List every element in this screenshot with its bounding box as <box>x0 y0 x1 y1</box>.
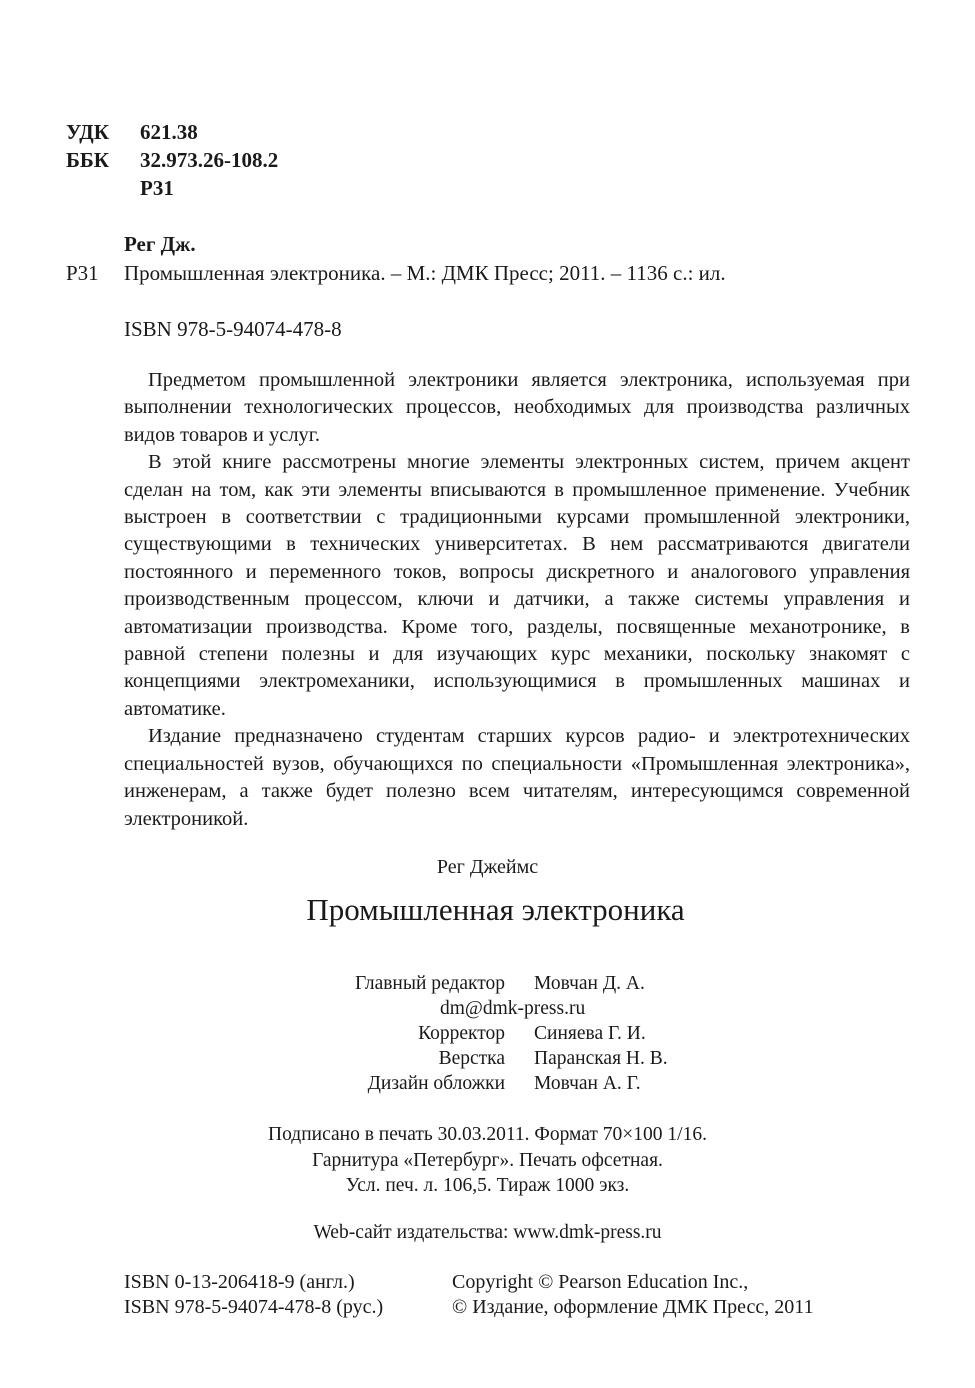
credit-name: Мовчан Д. А. <box>534 973 645 994</box>
print-info-line: Усл. печ. л. 106,5. Тираж 1000 экз. <box>345 1175 630 1196</box>
bbk-label: ББК <box>66 148 109 172</box>
isbn-russian: ISBN 978-5-94074-478-8 (рус.) <box>124 1296 384 1318</box>
copyright-original: Copyright © Pearson Education Inc., <box>452 1271 749 1293</box>
isbn-original: ISBN 0-13-206418-9 (англ.) <box>124 1271 355 1293</box>
print-info-line: Гарнитура «Петербург». Печать офсетная. <box>312 1150 663 1171</box>
credit-role: Главный редактор <box>355 973 505 994</box>
credit-role: Корректор <box>418 1023 505 1044</box>
udk-value: 621.38 <box>140 120 198 144</box>
copyright-edition: © Издание, оформление ДМК Пресс, 2011 <box>452 1296 814 1318</box>
bbk-value: 32.973.26-108.2 <box>140 148 279 172</box>
credit-name: Паранская Н. В. <box>534 1048 668 1069</box>
print-info-line: Подписано в печать 30.03.2011. Формат 70×100 1/16. <box>268 1124 707 1145</box>
credit-role: Дизайн обложки <box>367 1073 505 1094</box>
biblio-description: Промышленная электроника. – М.: ДМК Пресс; 2011. – 1136 с.: ил. <box>124 261 726 285</box>
author-short: Рег Дж. <box>124 232 196 256</box>
credit-email: dm@dmk-press.ru <box>440 998 586 1019</box>
annotation-paragraph: Предметом промышленной электроники является электроника, используемая при выполнении технологических процессов, необходимых для производства различных видов товаров и услуг. <box>124 369 910 446</box>
annotation-paragraph: В этой книге рассмотрены многие элементы электронных систем, причем акцент сделан на том, как эти элементы вписываются в промышленное применение. Учебник выстроен в соответствии с традиционными курсами промышленной электроники, существующими в технических университетах. В нем рассматриваются двигатели постоянного и переменного токов, вопросы дискретного и аналогового управления производственным процессом, ключи и датчики, а также системы управления и автоматизации производства. Кроме того, разделы, посвященные механотронике, в равной степени полезны и для изучающих курс механики, поскольку знакомят с концепциями электромеханики, использующимися в промышленных машинах и автоматике. <box>124 451 910 720</box>
credit-name: Синяева Г. И. <box>534 1023 646 1044</box>
credit-name: Мовчан А. Г. <box>534 1073 641 1094</box>
annotation-paragraph: Издание предназначено студентам старших курсов радио- и электротехнических специальностей вузов, обучающихся по специальности «Промышленная электроника», инженерам, а также будет полезно всем читателям, интересующимся современной электроникой. <box>124 725 910 830</box>
biblio-isbn: ISBN 978-5-94074-478-8 <box>124 317 342 341</box>
book-title: Промышленная электроника <box>306 892 685 927</box>
biblio-code: Р31 <box>66 261 99 285</box>
udk-label: УДК <box>66 120 109 144</box>
author-sign: Р31 <box>140 176 174 200</box>
publisher-website: Web-сайт издательства: www.dmk-press.ru <box>313 1222 662 1243</box>
credit-role: Верстка <box>438 1048 505 1069</box>
author-full: Рег Джеймс <box>436 856 539 878</box>
annotation <box>124 367 910 833</box>
